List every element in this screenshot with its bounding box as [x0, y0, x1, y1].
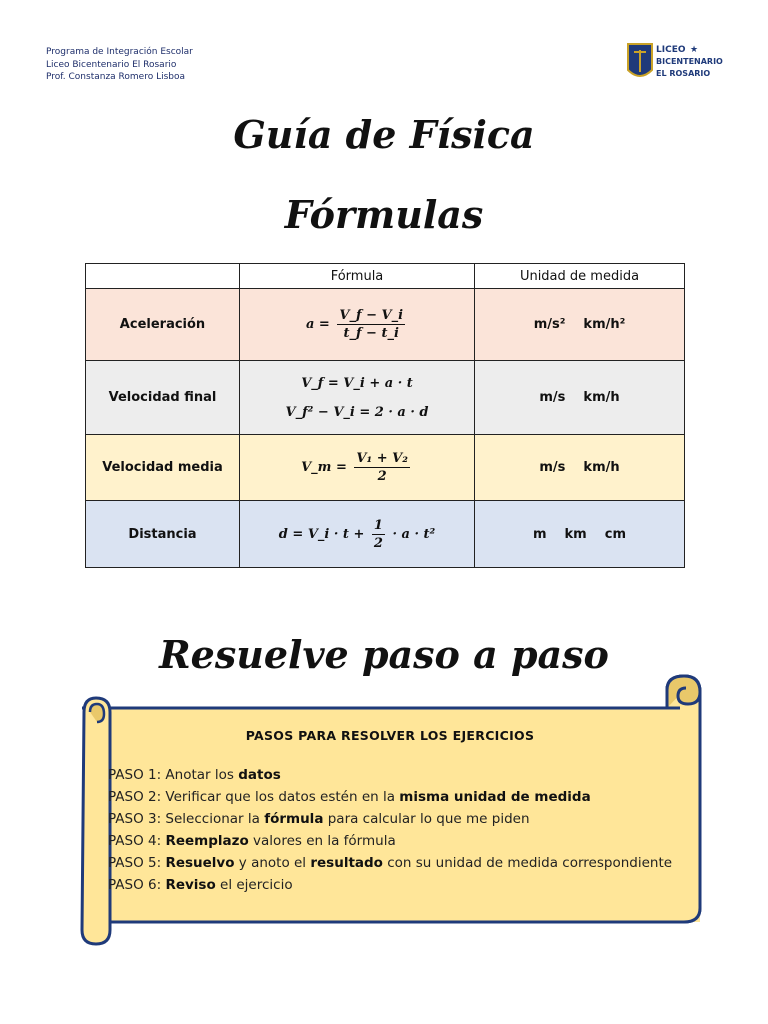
table-row — [86, 361, 685, 435]
star-icon: ★ — [690, 45, 699, 55]
formula-cell — [240, 501, 475, 568]
list-item: PASO 5: Resuelvo y anoto el resultado con su unidad de medida correspondiente — [108, 855, 673, 871]
units-cell: m/s km/h — [475, 435, 685, 501]
row-label: Velocidad final — [86, 361, 240, 435]
formula-cell — [240, 435, 475, 501]
teacher-name: Prof. Constanza Romero Lisboa — [46, 72, 186, 82]
table-header-empty — [86, 264, 240, 289]
table-header-units: Unidad de medida — [475, 264, 685, 289]
formula-final-velocity-1: V_f = V_i + a · t — [301, 375, 413, 391]
logo-text-2: BICENTENARIO — [656, 57, 723, 66]
table-row — [86, 435, 685, 501]
formula-mean-velocity: V_m = $\frac{\text{V₁ + V₂}}{2}$ — [301, 451, 408, 484]
formula-cell — [240, 361, 475, 435]
program-name: Programa de Integración Escolar — [46, 47, 193, 57]
table-row — [86, 289, 685, 361]
page-subtitle: Fórmulas — [284, 192, 484, 237]
list-item: PASO 1: Anotar los datos — [108, 767, 281, 783]
section-title: Resuelve paso a paso — [159, 632, 609, 677]
list-item: PASO 4: Reemplazo valores en la fórmula — [108, 833, 396, 849]
formula-final-velocity-2: V_f² − V_i = 2 · a · d — [285, 404, 429, 420]
table-header-row — [86, 264, 685, 289]
steps-title: PASOS PARA RESOLVER LOS EJERCICIOS — [245, 728, 535, 743]
list-item: PASO 3: Seleccionar la fórmula para calcular lo que me piden — [108, 811, 530, 827]
logo-text-1: LICEO — [656, 45, 686, 55]
row-label: Velocidad media — [86, 435, 240, 501]
list-item: PASO 2: Verificar que los datos estén en la misma unidad de medida — [108, 789, 591, 805]
logo-text-3: EL ROSARIO — [656, 69, 711, 78]
table-row — [86, 501, 685, 568]
page-title: Guía de Física — [233, 112, 535, 157]
formula-acceleration: a = $\frac{V\_f - V\_i}{t\_f - t\_i}$ — [305, 308, 404, 341]
formula-cell — [240, 289, 475, 361]
steps-list — [108, 764, 698, 896]
row-label: Aceleración — [86, 289, 240, 361]
table-header-formula: Fórmula — [240, 264, 475, 289]
units-cell: m/s km/h — [475, 361, 685, 435]
units-cell: m km cm — [475, 501, 685, 568]
school-name: Liceo Bicentenario El Rosario — [46, 59, 177, 70]
school-logo — [626, 40, 728, 84]
units-cell: m/s² km/h² — [475, 289, 685, 361]
school-header — [46, 46, 193, 84]
row-label: Distancia — [86, 501, 240, 568]
formula-table — [85, 263, 685, 568]
list-item: PASO 6: Reviso el ejercicio — [108, 877, 293, 893]
formula-distance: d = V_i · t + $\frac{1}{2}$ · a · t² — [278, 517, 436, 551]
